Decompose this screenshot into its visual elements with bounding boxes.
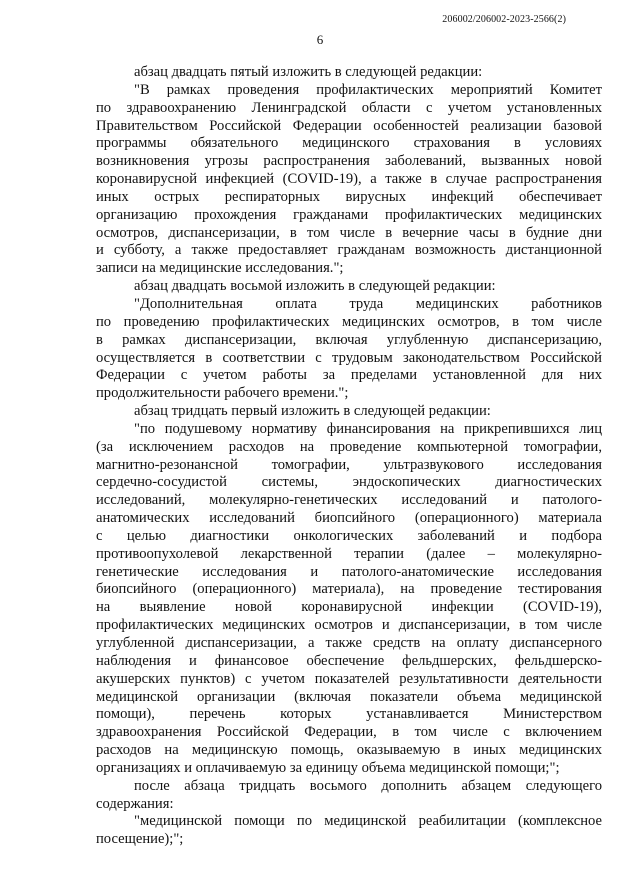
paragraph-line: иных острых респираторных вирусных инфекций обеспечивает	[96, 188, 602, 205]
paragraph-line: абзац тридцать первый изложить в следующей редакции:	[134, 403, 491, 420]
paragraph-line: углубленной диспансеризации, а также средств на оплату диспансерного	[96, 635, 602, 651]
paragraph-line: в рамках диспансеризации, включая углубленную диспансеризацию,	[96, 331, 602, 348]
paragraph	[96, 403, 602, 421]
paragraph-line: помощи), перечень которых устанавливается Министерством	[96, 706, 602, 723]
paragraph-line: организацию прохождения гражданами профилактических медицинских	[96, 206, 602, 223]
paragraph-line: сердечно-сосудистой системы, эндоскопических диагностических	[96, 474, 602, 491]
paragraph-line: осуществляется в соответствии с трудовым законодательством Российской	[96, 349, 602, 366]
paragraph	[96, 296, 602, 403]
paragraph	[96, 278, 602, 296]
paragraph-line: организациях и оплачиваемую за единицу объема медицинской помощи;";	[96, 759, 560, 776]
paragraph	[96, 778, 602, 814]
paragraph-line: наблюдения и финансовое обеспечение фельдшерских, фельдшерско-	[96, 652, 602, 669]
paragraph-line: медицинской организации (включая показатели объема медицинской	[96, 688, 602, 705]
paragraph-line: противоопухолевой лекарственной терапии (далее – молекулярно-	[96, 545, 602, 562]
paragraph-line: профилактических медицинских осмотров и диспансеризации, в том числе	[96, 617, 602, 634]
paragraph-line: абзац двадцать восьмой изложить в следующей редакции:	[134, 278, 496, 295]
paragraph-line: анатомических исследований биопсийного (операционного) материала	[96, 510, 602, 527]
paragraph-line: возникновения угрозы распространения заболеваний, вызванных новой	[96, 153, 602, 170]
paragraph-line: Правительством Российской Федерации особенностей реализации базовой	[96, 117, 602, 134]
paragraph-line: абзац двадцать пятый изложить в следующей редакции:	[134, 64, 483, 80]
paragraph-line: "Дополнительная оплата труда медицинских работников	[134, 295, 602, 312]
paragraph-line: посещение);";	[96, 831, 184, 848]
paragraph-line: Федерации с учетом работы за пределами установленной для них	[96, 367, 602, 384]
paragraph-line: акушерских пунктов) с учетом показателей результативности деятельности	[96, 670, 602, 687]
paragraph-line: "медицинской помощи по медицинской реабилитации (комплексное	[134, 813, 602, 830]
paragraph	[96, 813, 602, 849]
paragraph-line: исследований, молекулярно-генетических исследований и патолого-	[96, 492, 602, 509]
paragraph-line: осмотров, диспансеризации, в том числе в вечерние часы в будние дни	[96, 224, 602, 241]
paragraph	[96, 421, 602, 778]
paragraph	[96, 64, 602, 82]
paragraph-line: продолжительности рабочего времени.";	[96, 385, 349, 402]
paragraph-line: программы обязательного медицинского страхования в условиях	[96, 135, 602, 152]
paragraph-line: на выявление новой коронавирусной инфекции (COVID-19),	[96, 599, 602, 616]
paragraph-line: расходов на медицинскую помощь, оказываемую в иных медицинских	[96, 742, 602, 759]
page-number: 6	[316, 32, 324, 47]
paragraph-line: "В рамках проведения профилактических мероприятий Комитет	[134, 81, 602, 98]
document-body	[96, 64, 602, 849]
paragraph-line: магнитно-резонансной томографии, ультразвукового исследования	[96, 456, 602, 473]
paragraph-line: после абзаца тридцать восьмого дополнить абзацем следующего	[134, 777, 602, 794]
paragraph-line: "по подушевому нормативу финансирования на прикрепившихся лиц	[134, 420, 602, 437]
paragraph-line: генетические исследования и патолого-анатомические исследования	[96, 563, 602, 580]
paragraph-line: биопсийного (операционного) материала), на проведение тестирования	[96, 581, 602, 598]
paragraph-line: по проведению профилактических медицинских осмотров, в том числе	[96, 313, 602, 330]
document-id: 206002/206002-2023-2566(2)	[442, 14, 566, 25]
paragraph-line: и субботу, а также предоставляет гражданам возможность дистанционной	[96, 242, 602, 259]
paragraph-line: здравоохранения Российской Федерации, в том числе с включением	[96, 724, 602, 741]
paragraph-line: по здравоохранению Ленинградской области с учетом установленных	[96, 99, 602, 116]
paragraph-line: коронавирусной инфекцией (COVID-19), а также в случае распространения	[96, 171, 602, 188]
paragraph-line: с целью диагностики онкологических заболеваний и подбора	[96, 527, 602, 544]
paragraph	[96, 82, 602, 278]
paragraph-line: записи на медицинские исследования.";	[96, 260, 344, 277]
paragraph-line: (за исключением расходов на проведение компьютерной томографии,	[96, 438, 602, 455]
paragraph-line: содержания:	[96, 795, 174, 812]
